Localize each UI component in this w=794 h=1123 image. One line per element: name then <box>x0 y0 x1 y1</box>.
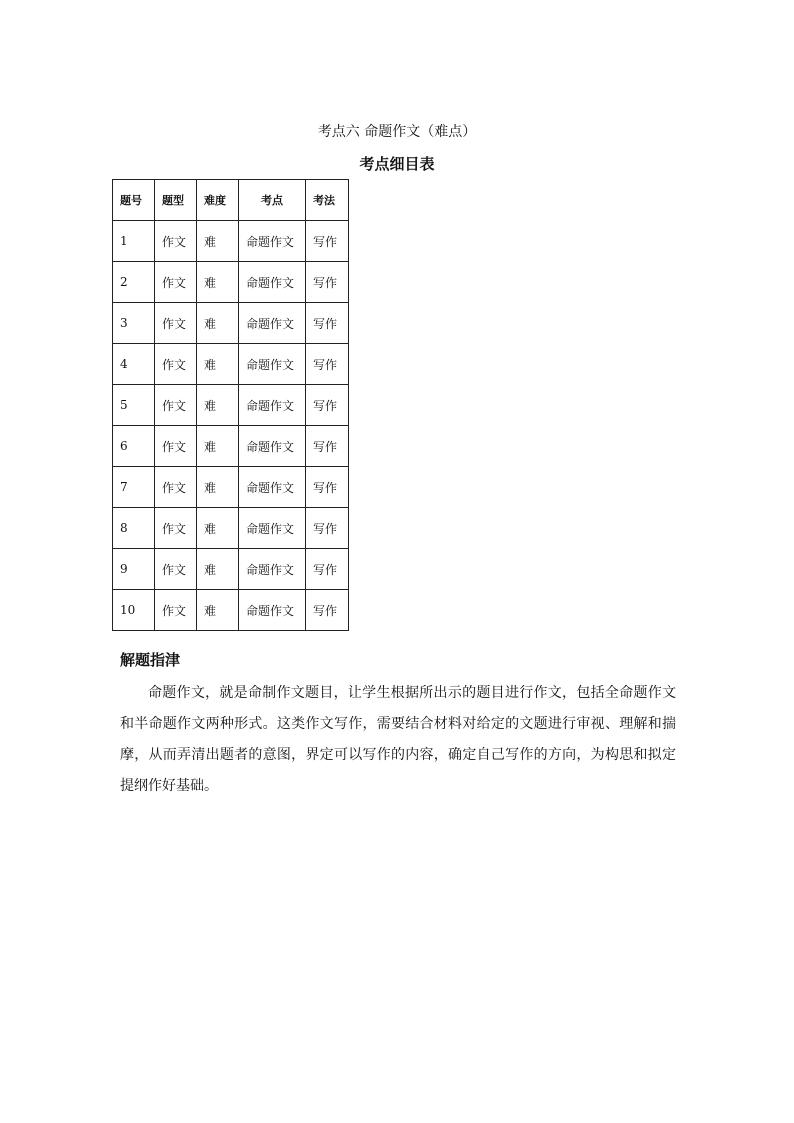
table-header-row <box>113 180 349 221</box>
cell-question-type: 作文 <box>155 508 197 549</box>
cell-question-type: 作文 <box>155 221 197 262</box>
header-exam-method: 考法 <box>306 180 349 221</box>
cell-exam-point: 命题作文 <box>239 221 306 262</box>
cell-exam-point: 命题作文 <box>239 590 306 631</box>
cell-question-type: 作文 <box>155 344 197 385</box>
cell-difficulty: 难 <box>197 426 239 467</box>
cell-difficulty: 难 <box>197 467 239 508</box>
cell-exam-method: 写作 <box>306 508 349 549</box>
table-row <box>113 426 349 467</box>
table-caption: 考点细目表 <box>359 155 435 173</box>
section-heading: 解题指津 <box>120 651 181 669</box>
table-row <box>113 344 349 385</box>
guide-paragraph: 命题作文，就是命制作文题目，让学生根据所出示的题目进行作文，包括全命题作文和半命题作文两种形式。这类作文写作，需要结合材料对给定的文题进行审视、理解和揣摩，从而弄清出题者的意图，界定可以写作的内容，确定自己写作的方向，为构思和拟定提纲作好基础。 <box>120 685 676 794</box>
cell-question-number: 9 <box>113 549 155 590</box>
cell-question-type: 作文 <box>155 590 197 631</box>
table-row <box>113 508 349 549</box>
cell-exam-point: 命题作文 <box>239 262 306 303</box>
header-question-number: 题号 <box>113 180 155 221</box>
cell-difficulty: 难 <box>197 221 239 262</box>
cell-question-number: 8 <box>113 508 155 549</box>
cell-exam-point: 命题作文 <box>239 467 306 508</box>
cell-difficulty: 难 <box>197 303 239 344</box>
cell-question-number: 3 <box>113 303 155 344</box>
table-row <box>113 385 349 426</box>
header-exam-point: 考点 <box>239 180 306 221</box>
cell-difficulty: 难 <box>197 262 239 303</box>
cell-difficulty: 难 <box>197 590 239 631</box>
cell-exam-method: 写作 <box>306 303 349 344</box>
cell-difficulty: 难 <box>197 344 239 385</box>
header-difficulty: 难度 <box>197 180 239 221</box>
header-question-type: 题型 <box>155 180 197 221</box>
cell-question-number: 10 <box>113 590 155 631</box>
cell-question-type: 作文 <box>155 549 197 590</box>
cell-question-number: 4 <box>113 344 155 385</box>
table-row <box>113 262 349 303</box>
cell-exam-method: 写作 <box>306 590 349 631</box>
cell-question-number: 2 <box>113 262 155 303</box>
table-row <box>113 303 349 344</box>
cell-difficulty: 难 <box>197 385 239 426</box>
cell-exam-method: 写作 <box>306 549 349 590</box>
cell-exam-method: 写作 <box>306 385 349 426</box>
cell-question-type: 作文 <box>155 303 197 344</box>
table-row <box>113 221 349 262</box>
cell-exam-method: 写作 <box>306 426 349 467</box>
cell-exam-point: 命题作文 <box>239 344 306 385</box>
table-body <box>113 221 349 631</box>
table-row <box>113 590 349 631</box>
cell-difficulty: 难 <box>197 508 239 549</box>
cell-exam-method: 写作 <box>306 221 349 262</box>
cell-question-number: 1 <box>113 221 155 262</box>
page-title: 考点六 命题作文（难点） <box>317 124 477 140</box>
cell-exam-point: 命题作文 <box>239 508 306 549</box>
cell-question-number: 5 <box>113 385 155 426</box>
cell-exam-point: 命题作文 <box>239 385 306 426</box>
cell-question-number: 6 <box>113 426 155 467</box>
cell-question-type: 作文 <box>155 426 197 467</box>
exam-points-table <box>112 179 349 631</box>
cell-exam-method: 写作 <box>306 262 349 303</box>
cell-question-type: 作文 <box>155 467 197 508</box>
cell-exam-point: 命题作文 <box>239 426 306 467</box>
cell-exam-method: 写作 <box>306 344 349 385</box>
cell-difficulty: 难 <box>197 549 239 590</box>
cell-exam-point: 命题作文 <box>239 549 306 590</box>
cell-exam-method: 写作 <box>306 467 349 508</box>
cell-question-number: 7 <box>113 467 155 508</box>
table-row <box>113 467 349 508</box>
cell-exam-point: 命题作文 <box>239 303 306 344</box>
cell-question-type: 作文 <box>155 385 197 426</box>
table-row <box>113 549 349 590</box>
cell-question-type: 作文 <box>155 262 197 303</box>
